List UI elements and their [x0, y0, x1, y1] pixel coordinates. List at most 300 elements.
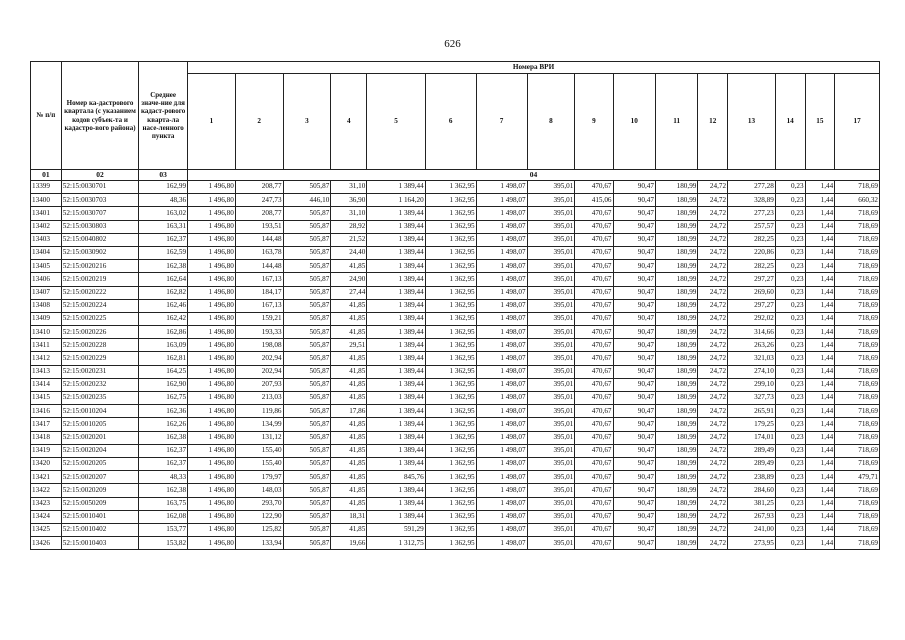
vri-value-cell: 1 496,80 [188, 378, 236, 391]
vri-value-cell: 505,87 [283, 286, 331, 299]
cadastral-block-cell: 52:15:0020226 [61, 326, 138, 339]
vri-value-cell: 395,01 [527, 220, 575, 233]
average-value-cell: 162,75 [139, 392, 188, 405]
table-row [31, 365, 880, 378]
row-number-cell: 13421 [31, 471, 62, 484]
vri-value-cell: 470,67 [575, 299, 613, 312]
vri-value-cell: 505,87 [283, 471, 331, 484]
vri-value-cell: 1 362,95 [425, 418, 476, 431]
vri-value-cell: 1 498,07 [476, 392, 527, 405]
vri-value-cell: 1 498,07 [476, 181, 527, 194]
vri-value-cell: 1,44 [805, 392, 835, 405]
vri-value-cell: 180,99 [655, 220, 697, 233]
vri-value-cell: 1 496,80 [188, 299, 236, 312]
vri-value-cell: 90,47 [613, 194, 655, 207]
vri-value-cell: 41,85 [331, 471, 367, 484]
average-value-cell: 162,37 [139, 233, 188, 246]
vri-value-cell: 1 389,44 [367, 444, 425, 457]
vri-value-cell: 36,90 [331, 194, 367, 207]
average-value-cell: 162,59 [139, 246, 188, 259]
vri-value-cell: 0,23 [775, 457, 805, 470]
vri-value-cell: 90,47 [613, 510, 655, 523]
vri-value-cell: 24,72 [698, 181, 728, 194]
vri-value-cell: 1 389,44 [367, 378, 425, 391]
vri-value-cell: 297,27 [728, 273, 776, 286]
vri-value-cell: 0,23 [775, 365, 805, 378]
row-number-cell: 13424 [31, 510, 62, 523]
cadastral-block-cell: 52:15:0050209 [61, 497, 138, 510]
vri-value-cell: 395,01 [527, 352, 575, 365]
vri-value-cell: 1 496,80 [188, 523, 236, 536]
vri-value-cell: 0,23 [775, 444, 805, 457]
vri-value-cell: 277,23 [728, 207, 776, 220]
vri-value-cell: 179,25 [728, 418, 776, 431]
average-value-cell: 162,37 [139, 444, 188, 457]
vri-value-cell: 395,01 [527, 339, 575, 352]
vri-value-cell: 0,23 [775, 339, 805, 352]
vri-value-cell: 1 498,07 [476, 220, 527, 233]
vri-value-cell: 1,44 [805, 431, 835, 444]
header-vri-12: 12 [698, 74, 728, 170]
vri-value-cell: 0,23 [775, 233, 805, 246]
vri-value-cell: 263,26 [728, 339, 776, 352]
vri-value-cell: 1,44 [805, 339, 835, 352]
vri-value-cell: 238,89 [728, 471, 776, 484]
vri-value-cell: 90,47 [613, 273, 655, 286]
vri-value-cell: 41,85 [331, 260, 367, 273]
vri-value-cell: 144,48 [235, 260, 283, 273]
vri-value-cell: 1 362,95 [425, 273, 476, 286]
vri-value-cell: 24,72 [698, 299, 728, 312]
average-value-cell: 162,38 [139, 484, 188, 497]
vri-value-cell: 479,71 [835, 471, 880, 484]
average-value-cell: 162,64 [139, 273, 188, 286]
vri-value-cell: 180,99 [655, 431, 697, 444]
vri-value-cell: 1 362,95 [425, 457, 476, 470]
header-vri-15: 15 [805, 74, 835, 170]
vri-value-cell: 470,67 [575, 392, 613, 405]
vri-value-cell: 277,28 [728, 181, 776, 194]
vri-value-cell: 41,85 [331, 378, 367, 391]
vri-value-cell: 1,44 [805, 299, 835, 312]
header-vri-title: Номера ВРИ [188, 62, 880, 74]
vri-value-cell: 718,69 [835, 378, 880, 391]
vri-value-cell: 1,44 [805, 418, 835, 431]
vri-value-cell: 718,69 [835, 418, 880, 431]
average-value-cell: 162,37 [139, 457, 188, 470]
vri-value-cell: 1 389,44 [367, 510, 425, 523]
vri-value-cell: 180,99 [655, 365, 697, 378]
vri-value-cell: 1 498,07 [476, 405, 527, 418]
vri-value-cell: 395,01 [527, 405, 575, 418]
cadastral-block-cell: 52:15:0010204 [61, 405, 138, 418]
vri-value-cell: 505,87 [283, 207, 331, 220]
vri-value-cell: 27,44 [331, 286, 367, 299]
vri-value-cell: 24,40 [331, 246, 367, 259]
row-number-cell: 13422 [31, 484, 62, 497]
vri-value-cell: 274,10 [728, 365, 776, 378]
average-value-cell: 162,46 [139, 299, 188, 312]
average-value-cell: 162,38 [139, 431, 188, 444]
vri-value-cell: 1 498,07 [476, 457, 527, 470]
vri-value-cell: 505,87 [283, 273, 331, 286]
table-row [31, 273, 880, 286]
vri-value-cell: 1 389,44 [367, 405, 425, 418]
vri-value-cell: 395,01 [527, 537, 575, 550]
header-vri-4: 4 [331, 74, 367, 170]
vri-value-cell: 180,99 [655, 352, 697, 365]
vri-value-cell: 1 362,95 [425, 194, 476, 207]
vri-value-cell: 470,67 [575, 273, 613, 286]
cadastral-block-cell: 52:15:0020224 [61, 299, 138, 312]
vri-value-cell: 90,47 [613, 484, 655, 497]
cadastral-block-cell: 52:15:0040802 [61, 233, 138, 246]
table-row [31, 220, 880, 233]
cadastral-block-cell: 52:15:0020216 [61, 260, 138, 273]
vri-value-cell: 0,23 [775, 352, 805, 365]
table-row [31, 207, 880, 220]
vri-value-cell: 470,67 [575, 365, 613, 378]
vri-value-cell: 718,69 [835, 246, 880, 259]
vri-value-cell: 180,99 [655, 457, 697, 470]
vri-value-cell: 1 389,44 [367, 312, 425, 325]
vri-value-cell: 41,85 [331, 444, 367, 457]
code-02: 02 [61, 170, 138, 181]
vri-value-cell: 21,52 [331, 233, 367, 246]
vri-value-cell: 90,47 [613, 497, 655, 510]
vri-value-cell: 0,23 [775, 418, 805, 431]
vri-value-cell: 90,47 [613, 457, 655, 470]
vri-value-cell: 1 498,07 [476, 194, 527, 207]
vri-value-cell: 381,25 [728, 497, 776, 510]
vri-value-cell: 470,67 [575, 457, 613, 470]
header-average-value: Среднее значе-ние для кадаст-рового кварта-ла насе-ленного пункта [139, 62, 188, 170]
vri-value-cell: 269,60 [728, 286, 776, 299]
vri-value-cell: 41,85 [331, 392, 367, 405]
vri-value-cell: 41,85 [331, 523, 367, 536]
header-vri-5: 5 [367, 74, 425, 170]
vri-value-cell: 41,85 [331, 457, 367, 470]
vri-value-cell: 180,99 [655, 299, 697, 312]
vri-value-cell: 31,10 [331, 207, 367, 220]
vri-value-cell: 1 498,07 [476, 352, 527, 365]
vri-value-cell: 1 362,95 [425, 233, 476, 246]
vri-value-cell: 0,23 [775, 405, 805, 418]
header-vri-7: 7 [476, 74, 527, 170]
row-number-cell: 13419 [31, 444, 62, 457]
vri-value-cell: 1,44 [805, 326, 835, 339]
vri-value-cell: 24,72 [698, 273, 728, 286]
vri-value-cell: 24,72 [698, 392, 728, 405]
vri-value-cell: 90,47 [613, 299, 655, 312]
cadastral-value-table [30, 61, 880, 550]
vri-value-cell: 180,99 [655, 392, 697, 405]
row-number-cell: 13411 [31, 339, 62, 352]
vri-value-cell: 1 389,44 [367, 326, 425, 339]
table-row [31, 392, 880, 405]
vri-value-cell: 24,72 [698, 484, 728, 497]
row-number-cell: 13405 [31, 260, 62, 273]
vri-value-cell: 90,47 [613, 471, 655, 484]
vri-value-cell: 395,01 [527, 457, 575, 470]
code-01: 01 [31, 170, 62, 181]
vri-value-cell: 1,44 [805, 312, 835, 325]
vri-value-cell: 505,87 [283, 312, 331, 325]
vri-value-cell: 718,69 [835, 444, 880, 457]
vri-value-cell: 1 389,44 [367, 299, 425, 312]
vri-value-cell: 180,99 [655, 471, 697, 484]
vri-value-cell: 718,69 [835, 392, 880, 405]
vri-value-cell: 470,67 [575, 444, 613, 457]
vri-value-cell: 41,85 [331, 326, 367, 339]
vri-value-cell: 1 362,95 [425, 523, 476, 536]
vri-value-cell: 1 389,44 [367, 207, 425, 220]
row-number-cell: 13418 [31, 431, 62, 444]
vri-value-cell: 180,99 [655, 286, 697, 299]
vri-value-cell: 1,44 [805, 444, 835, 457]
vri-value-cell: 90,47 [613, 233, 655, 246]
vri-value-cell: 1 496,80 [188, 260, 236, 273]
average-value-cell: 162,26 [139, 418, 188, 431]
vri-value-cell: 24,72 [698, 418, 728, 431]
vri-value-cell: 299,10 [728, 378, 776, 391]
vri-value-cell: 41,85 [331, 497, 367, 510]
table-row [31, 233, 880, 246]
vri-value-cell: 24,72 [698, 246, 728, 259]
vri-value-cell: 180,99 [655, 326, 697, 339]
vri-value-cell: 180,99 [655, 405, 697, 418]
vri-value-cell: 1 362,95 [425, 220, 476, 233]
table-row [31, 181, 880, 194]
header-row-number: № п/п [31, 62, 62, 170]
vri-value-cell: 1 389,44 [367, 497, 425, 510]
table-row [31, 299, 880, 312]
vri-value-cell: 1 362,95 [425, 286, 476, 299]
cadastral-block-cell: 52:15:0020235 [61, 392, 138, 405]
vri-value-cell: 41,85 [331, 312, 367, 325]
vri-value-cell: 1 362,95 [425, 405, 476, 418]
vri-value-cell: 0,23 [775, 299, 805, 312]
vri-value-cell: 1 496,80 [188, 444, 236, 457]
vri-value-cell: 1 496,80 [188, 405, 236, 418]
header-vri-13: 13 [728, 74, 776, 170]
vri-value-cell: 1 498,07 [476, 365, 527, 378]
average-value-cell: 164,25 [139, 365, 188, 378]
vri-value-cell: 470,67 [575, 510, 613, 523]
table-row [31, 194, 880, 207]
row-number-cell: 13404 [31, 246, 62, 259]
vri-value-cell: 90,47 [613, 352, 655, 365]
vri-value-cell: 0,23 [775, 194, 805, 207]
vri-value-cell: 718,69 [835, 207, 880, 220]
vri-value-cell: 41,85 [331, 418, 367, 431]
vri-value-cell: 470,67 [575, 484, 613, 497]
vri-value-cell: 0,23 [775, 286, 805, 299]
vri-value-cell: 1 362,95 [425, 537, 476, 550]
vri-value-cell: 395,01 [527, 286, 575, 299]
table-row [31, 523, 880, 536]
vri-value-cell: 19,66 [331, 537, 367, 550]
vri-value-cell: 470,67 [575, 471, 613, 484]
vri-value-cell: 718,69 [835, 286, 880, 299]
vri-value-cell: 470,67 [575, 523, 613, 536]
vri-value-cell: 1 496,80 [188, 312, 236, 325]
vri-value-cell: 718,69 [835, 352, 880, 365]
code-03: 03 [139, 170, 188, 181]
cadastral-block-cell: 52:15:0030902 [61, 246, 138, 259]
vri-value-cell: 90,47 [613, 523, 655, 536]
vri-value-cell: 24,72 [698, 207, 728, 220]
vri-value-cell: 395,01 [527, 312, 575, 325]
vri-value-cell: 180,99 [655, 444, 697, 457]
vri-value-cell: 470,67 [575, 537, 613, 550]
vri-value-cell: 1,44 [805, 246, 835, 259]
cadastral-block-cell: 52:15:0030703 [61, 194, 138, 207]
cadastral-block-cell: 52:15:0020205 [61, 457, 138, 470]
row-number-cell: 13412 [31, 352, 62, 365]
vri-value-cell: 1 498,07 [476, 497, 527, 510]
row-number-cell: 13401 [31, 207, 62, 220]
vri-value-cell: 1 362,95 [425, 431, 476, 444]
vri-value-cell: 505,87 [283, 537, 331, 550]
vri-value-cell: 505,87 [283, 233, 331, 246]
average-value-cell: 163,02 [139, 207, 188, 220]
vri-value-cell: 1 362,95 [425, 444, 476, 457]
vri-value-cell: 24,72 [698, 405, 728, 418]
vri-value-cell: 1 362,95 [425, 392, 476, 405]
vri-value-cell: 41,85 [331, 352, 367, 365]
vri-value-cell: 257,57 [728, 220, 776, 233]
cadastral-block-cell: 52:15:0020222 [61, 286, 138, 299]
average-value-cell: 153,82 [139, 537, 188, 550]
vri-value-cell: 0,23 [775, 537, 805, 550]
vri-value-cell: 1,44 [805, 378, 835, 391]
vri-value-cell: 328,89 [728, 194, 776, 207]
vri-value-cell: 180,99 [655, 194, 697, 207]
row-number-cell: 13420 [31, 457, 62, 470]
vri-value-cell: 1 498,07 [476, 378, 527, 391]
vri-value-cell: 133,94 [235, 537, 283, 550]
vri-value-cell: 1 498,07 [476, 207, 527, 220]
vri-value-cell: 90,47 [613, 326, 655, 339]
vri-value-cell: 24,90 [331, 273, 367, 286]
cadastral-block-cell: 52:15:0010205 [61, 418, 138, 431]
header-cadastral-block: Номер ка-дастрового квартала (с указанием кодов субъек-та и кадастро-вого района) [61, 62, 138, 170]
vri-value-cell: 505,87 [283, 444, 331, 457]
vri-value-cell: 180,99 [655, 246, 697, 259]
average-value-cell: 162,42 [139, 312, 188, 325]
cadastral-block-cell: 52:15:0020204 [61, 444, 138, 457]
vri-value-cell: 180,99 [655, 523, 697, 536]
vri-value-cell: 718,69 [835, 312, 880, 325]
vri-value-cell: 293,70 [235, 497, 283, 510]
vri-value-cell: 1 496,80 [188, 510, 236, 523]
vri-value-cell: 0,23 [775, 273, 805, 286]
cadastral-block-cell: 52:15:0030803 [61, 220, 138, 233]
vri-value-cell: 718,69 [835, 431, 880, 444]
vri-value-cell: 1 498,07 [476, 299, 527, 312]
vri-value-cell: 321,03 [728, 352, 776, 365]
vri-value-cell: 718,69 [835, 457, 880, 470]
vri-value-cell: 470,67 [575, 497, 613, 510]
vri-value-cell: 1 389,44 [367, 418, 425, 431]
table-row [31, 418, 880, 431]
vri-value-cell: 505,87 [283, 405, 331, 418]
vri-value-cell: 1 496,80 [188, 220, 236, 233]
vri-value-cell: 1,44 [805, 233, 835, 246]
vri-value-cell: 718,69 [835, 273, 880, 286]
vri-value-cell: 144,48 [235, 233, 283, 246]
page-number: 626 [444, 38, 461, 50]
vri-value-cell: 193,33 [235, 326, 283, 339]
vri-value-cell: 505,87 [283, 457, 331, 470]
vri-value-cell: 122,90 [235, 510, 283, 523]
cadastral-block-cell: 52:15:0020225 [61, 312, 138, 325]
vri-value-cell: 24,72 [698, 471, 728, 484]
vri-value-cell: 208,77 [235, 207, 283, 220]
vri-value-cell: 505,87 [283, 352, 331, 365]
average-value-cell: 153,77 [139, 523, 188, 536]
vri-value-cell: 1 362,95 [425, 181, 476, 194]
vri-value-cell: 24,72 [698, 457, 728, 470]
vri-value-cell: 0,23 [775, 484, 805, 497]
vri-value-cell: 505,87 [283, 431, 331, 444]
vri-value-cell: 90,47 [613, 392, 655, 405]
vri-value-cell: 505,87 [283, 392, 331, 405]
vri-value-cell: 470,67 [575, 260, 613, 273]
vri-value-cell: 1,44 [805, 365, 835, 378]
vri-value-cell: 1 389,44 [367, 339, 425, 352]
vri-value-cell: 213,03 [235, 392, 283, 405]
vri-value-cell: 180,99 [655, 273, 697, 286]
vri-value-cell: 180,99 [655, 312, 697, 325]
vri-value-cell: 0,23 [775, 312, 805, 325]
vri-value-cell: 1 496,80 [188, 431, 236, 444]
vri-value-cell: 18,31 [331, 510, 367, 523]
vri-value-cell: 505,87 [283, 497, 331, 510]
vri-value-cell: 470,67 [575, 326, 613, 339]
vri-value-cell: 267,93 [728, 510, 776, 523]
vri-value-cell: 148,03 [235, 484, 283, 497]
vri-value-cell: 24,72 [698, 352, 728, 365]
vri-value-cell: 395,01 [527, 418, 575, 431]
vri-value-cell: 167,13 [235, 299, 283, 312]
vri-value-cell: 718,69 [835, 326, 880, 339]
vri-value-cell: 327,73 [728, 392, 776, 405]
vri-value-cell: 395,01 [527, 497, 575, 510]
vri-value-cell: 24,72 [698, 497, 728, 510]
vri-value-cell: 289,49 [728, 444, 776, 457]
average-value-cell: 48,36 [139, 194, 188, 207]
cadastral-block-cell: 52:15:0020209 [61, 484, 138, 497]
vri-value-cell: 1 496,80 [188, 457, 236, 470]
vri-value-cell: 41,85 [331, 365, 367, 378]
vri-value-cell: 180,99 [655, 484, 697, 497]
vri-value-cell: 505,87 [283, 484, 331, 497]
table-row [31, 312, 880, 325]
vri-value-cell: 1,44 [805, 207, 835, 220]
vri-value-cell: 718,69 [835, 497, 880, 510]
vri-value-cell: 24,72 [698, 431, 728, 444]
vri-value-cell: 1 496,80 [188, 233, 236, 246]
table-row [31, 339, 880, 352]
vri-value-cell: 395,01 [527, 471, 575, 484]
row-number-cell: 13416 [31, 405, 62, 418]
cadastral-block-cell: 52:15:0020219 [61, 273, 138, 286]
vri-value-cell: 163,78 [235, 246, 283, 259]
vri-value-cell: 1 389,44 [367, 233, 425, 246]
header-vri-11: 11 [655, 74, 697, 170]
